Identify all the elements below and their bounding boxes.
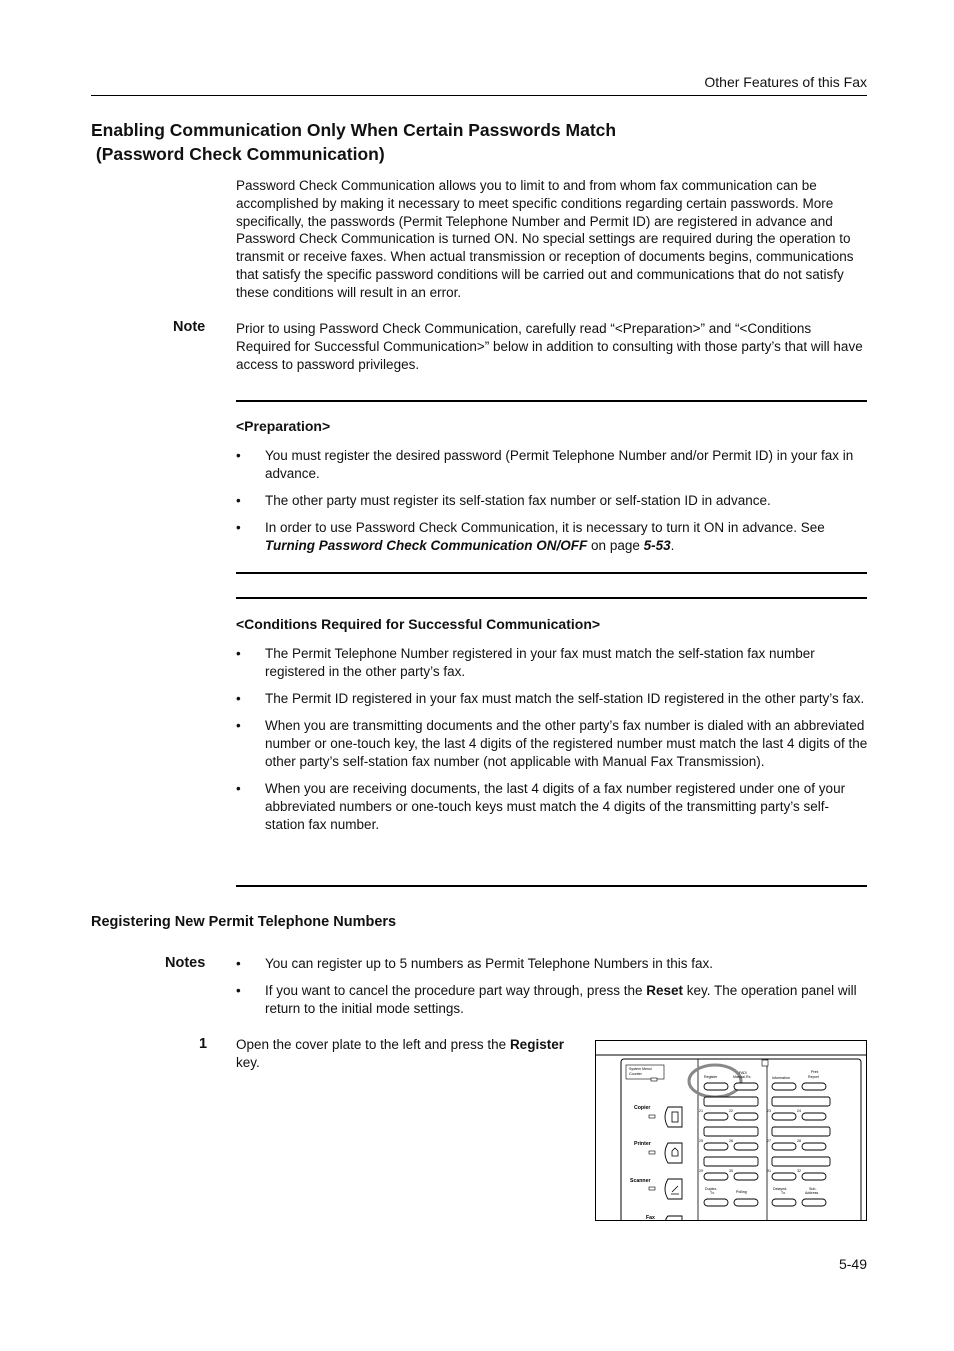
manual-rx-label: Manual-Rx.: [733, 1075, 752, 1079]
one-touch-key-31[interactable]: [772, 1173, 796, 1180]
information-key[interactable]: [772, 1083, 796, 1090]
preparation-list: [236, 447, 868, 564]
one-touch-number: 27: [767, 1139, 771, 1143]
list-item: [236, 519, 868, 555]
fax-key[interactable]: [666, 1216, 682, 1221]
copier-led: [649, 1115, 655, 1118]
page-title-line-1: Enabling Communication Only When Certain Passwords Match: [91, 120, 617, 140]
operation-panel-drawing: [596, 1041, 867, 1221]
one-touch-number: 28: [797, 1139, 801, 1143]
bullet: •: [236, 448, 241, 463]
one-touch-key-28[interactable]: [802, 1143, 826, 1150]
list-item-text: You can register up to 5 numbers as Permit Telephone Numbers in this fax.: [265, 956, 713, 971]
intro-paragraph: Password Check Communication allows you to limit to and from whom fax communication can be accomplished by making it necessary to meet specific conditions regarding certain passwords. More specifically, the passwords (Permit Telephone Number and Permit ID) are registered in advance and Password Check Communication is turned ON. No special settings are required during the operation to transmit or receive faxes. When actual transmission or reception of documents begins, communications that satisfy the specific password conditions will be carried out and communications that do not satisfy these conditions will result in an error.: [236, 178, 854, 300]
notes-list: [236, 955, 868, 1027]
step-text-part: Open the cover plate to the left and press the: [236, 1037, 510, 1052]
duplex-tx-label: Tx.: [710, 1191, 715, 1195]
conditions-list: [236, 645, 868, 843]
one-touch-number: 25: [699, 1139, 703, 1143]
one-touch-number: 24: [797, 1109, 801, 1113]
information-label: Information: [772, 1076, 790, 1080]
list-item: [236, 645, 868, 681]
conditions-bottom-rule: [236, 885, 867, 887]
one-touch-number: 32: [797, 1169, 801, 1173]
one-touch-label-strip: [704, 1097, 758, 1106]
one-touch-key-30[interactable]: [734, 1173, 758, 1180]
one-touch-label-strip: [704, 1127, 758, 1136]
scanner-label: Scanner: [630, 1178, 651, 1184]
one-touch-key-22[interactable]: [734, 1113, 758, 1120]
list-item-text: When you are receiving documents, the last 4 digits of a fax number registered under one of your abbreviated numbers or one-touch keys must match the 4 digits of the transmitting party’s self-station fax number.: [265, 781, 846, 832]
list-item-text: The Permit Telephone Number registered in your fax must match the self-station fax number registered in the other party’s fax.: [265, 646, 815, 679]
one-touch-number: 26: [729, 1139, 733, 1143]
bullet: •: [236, 646, 241, 661]
one-touch-key-26[interactable]: [734, 1143, 758, 1150]
cross-reference-link[interactable]: Turning Password Check Communication ON/OFF: [265, 538, 588, 554]
preparation-title: <Preparation>: [236, 418, 331, 434]
manual-rx-key[interactable]: [734, 1083, 758, 1090]
conditions-top-rule: [236, 597, 867, 599]
one-touch-number: 22: [729, 1109, 733, 1113]
page-title: [91, 118, 616, 166]
copier-icon: [672, 1112, 678, 1122]
one-touch-key-24[interactable]: [802, 1113, 826, 1120]
one-touch-number: 31: [767, 1169, 771, 1173]
polling-label: Polling: [736, 1190, 747, 1194]
delayed-tx-key[interactable]: [772, 1199, 796, 1206]
fax-label: Fax: [646, 1215, 655, 1221]
one-touch-label-strip: [772, 1127, 830, 1136]
list-item: [236, 780, 868, 833]
one-touch-key-29[interactable]: [704, 1173, 728, 1180]
one-touch-number: 30: [729, 1169, 733, 1173]
conditions-title: <Conditions Required for Successful Communication>: [236, 616, 601, 632]
register-key-label: Register: [704, 1075, 718, 1079]
one-touch-key-25[interactable]: [704, 1143, 728, 1150]
operation-panel-illustration: [595, 1040, 867, 1221]
bullet: •: [236, 956, 241, 971]
page-title-line-2: (Password Check Communication): [91, 144, 385, 164]
bullet: •: [236, 781, 241, 797]
register-key-name: Register: [509, 1037, 564, 1052]
page-reference-link[interactable]: 5-53: [643, 538, 671, 554]
system-menu-led: [651, 1078, 657, 1081]
bullet: •: [236, 691, 241, 707]
section-heading: Registering New Permit Telephone Numbers: [91, 914, 397, 930]
bullet: •: [236, 520, 241, 536]
list-item-text: key. The operation panel will return to the initial mode settings.: [265, 983, 857, 1017]
one-touch-key-21[interactable]: [704, 1113, 728, 1120]
list-item-text: The Permit ID registered in your fax must match the self-station ID registered in the other party’s fax.: [265, 691, 865, 707]
indicator-lamp: [762, 1060, 768, 1066]
print-report-label: Print: [811, 1070, 819, 1074]
one-touch-label-strip: [704, 1157, 758, 1166]
bullet: •: [236, 718, 241, 734]
scanner-led: [649, 1187, 655, 1190]
one-touch-key-27[interactable]: [772, 1143, 796, 1150]
running-header: Other Features of this Fax: [704, 74, 867, 90]
reset-key-name: Reset: [646, 983, 683, 999]
step-text-part: key.: [236, 1054, 260, 1070]
list-item: [236, 717, 868, 770]
one-touch-number: 29: [699, 1169, 703, 1173]
preparation-top-rule: [236, 400, 867, 402]
header-rule: [91, 95, 867, 96]
delayed-tx-label: Tx.: [781, 1191, 786, 1195]
list-item-text: You must register the desired password (Permit Telephone Number and/or Permit ID) in your fax in advance.: [265, 448, 854, 481]
bullet: •: [236, 493, 241, 509]
sub-address-label: Address: [805, 1191, 819, 1195]
one-touch-number: 23: [767, 1109, 771, 1113]
one-touch-number: 21: [699, 1109, 703, 1113]
list-item-text: on page: [587, 538, 644, 554]
sub-address-key[interactable]: [802, 1199, 826, 1206]
list-item-text: If you want to cancel the procedure part way through, press the: [265, 983, 647, 999]
list-item: [236, 982, 868, 1018]
duplex-tx-label: Duplex-: [705, 1187, 718, 1191]
notes-label: Notes: [165, 955, 206, 971]
scanner-key[interactable]: [665, 1179, 682, 1199]
one-touch-key-32[interactable]: [802, 1173, 826, 1180]
copier-label: Copier: [634, 1105, 651, 1111]
one-touch-key-23[interactable]: [772, 1113, 796, 1120]
sub-address-label: Sub-: [809, 1187, 817, 1191]
delayed-tx-label: Delayed-: [773, 1187, 788, 1191]
list-item-text: The other party must register its self-station fax number or self-station ID in advance.: [265, 493, 771, 509]
printer-label: Printer: [634, 1141, 651, 1147]
counter-label: Counter: [629, 1072, 642, 1076]
list-item-text: In order to use Password Check Communication, it is necessary to turn it ON in advance. See: [265, 520, 825, 536]
step-text: [236, 1036, 586, 1072]
one-touch-label-strip: [772, 1097, 830, 1106]
note-label: Note: [173, 319, 206, 335]
print-report-label: Report: [808, 1075, 819, 1079]
preparation-bottom-rule: [236, 572, 867, 574]
system-menu-label: System Menu/: [629, 1067, 652, 1071]
list-item: [236, 690, 868, 708]
step-number: 1: [199, 1036, 208, 1052]
page-number: 5-49: [838, 1256, 867, 1272]
fad-label: FAD/: [739, 1071, 747, 1075]
printer-led: [649, 1151, 655, 1154]
bullet: •: [236, 983, 241, 999]
print-report-key[interactable]: [802, 1083, 826, 1090]
list-item: [236, 955, 868, 973]
register-key[interactable]: [704, 1083, 728, 1090]
list-item-text: .: [670, 538, 675, 554]
one-touch-label-strip: [772, 1157, 830, 1166]
note-text: Prior to using Password Check Communication, carefully read “<Preparation>” and “<Conditions Required for Successful Communication>” below in addition to consulting with those party’s that will have access to password privileges.: [236, 321, 863, 372]
duplex-tx-key[interactable]: [704, 1199, 728, 1206]
list-item-text: When you are transmitting documents and the other party’s fax number is dialed with an abbreviated number or one-touch key, the last 4 digits of the registered number must match the last 4 digits of the other party’s self-station fax number (not applicable with Manual Fax Transmission).: [265, 718, 868, 769]
polling-key[interactable]: [734, 1199, 758, 1206]
list-item: [236, 492, 868, 510]
list-item: [236, 447, 868, 483]
